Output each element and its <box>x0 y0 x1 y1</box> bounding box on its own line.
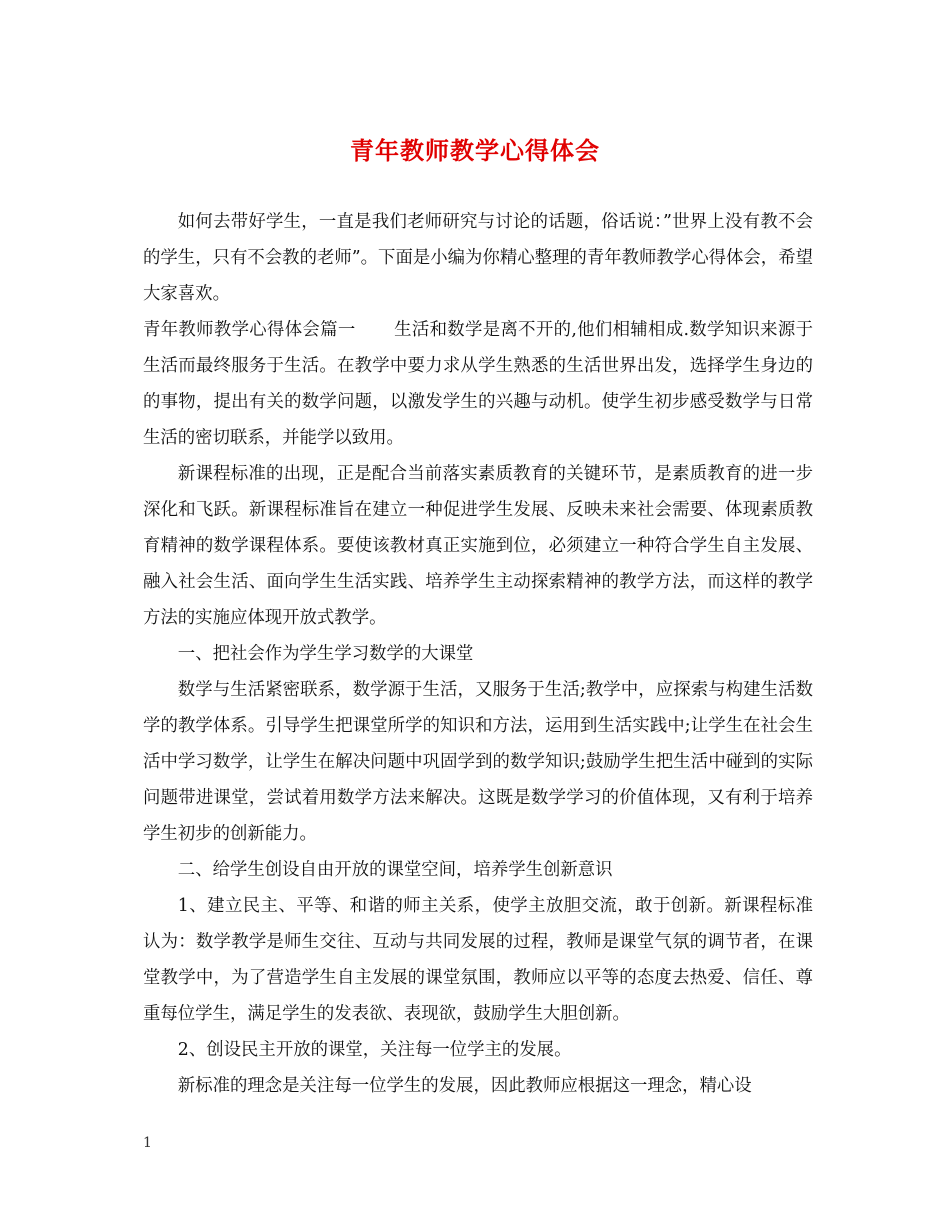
body-paragraph: 2、创设民主开放的课堂，关注每一位学主的发展。 <box>177 1040 572 1060</box>
document-body <box>143 204 813 1104</box>
section-one-text: 生活和数学是离不开的,他们相辅相成.数学知识来源于生活而最终服务于生活。在教学中要力求从学生熟悉的生活世界出发，选择学生身边的的事物，提出有关的数学问题，以激发学生的兴趣与动机。使学生初步感受数学与日常生活的密切联系，并能学以致用。 <box>143 320 813 448</box>
document-title: 青年教师教学心得体会 <box>350 136 600 165</box>
body-paragraph: 数学与生活紧密联系，数学源于生活，又服务于生活;教学中，应探索与构建生活数学的教学体系。引导学生把课堂所学的知识和方法，运用到生活实践中;让学生在社会生活中学习数学，让学生在解决问题中巩固学到的数学知识;鼓励学生把生活中碰到的实际问题带进课堂，尝试着用数学方法来解决。这既是数学学习的价值体现，又有利于培养学生初步的创新能力。 <box>143 680 813 844</box>
section-one-heading: 青年教师教学心得体会篇一 <box>143 320 356 340</box>
body-paragraph: 1、建立民主、平等、和谐的师主关系，使学主放胆交流，敢于创新。新课程标准认为：数学教学是师生交往、互动与共同发展的过程，教师是课堂气氛的调节者，在课堂教学中，为了营造学生自主发展的课堂氛围，教师应以平等的态度去热爱、信任、尊重每位学生，满足学生的发表欲、表现欲，鼓励学生大胆创新。 <box>143 896 813 1024</box>
body-paragraph: 新课程标准的出现，正是配合当前落实素质教育的关键环节，是素质教育的进一步深化和飞跃。新课程标准旨在建立一种促进学生发展、反映未来社会需要、体现素质教育精神的数学课程体系。要使该教材真正实施到位，必须建立一种符合学生自主发展、融入社会生活、面向学生生活实践、培养学生主动探索精神的教学方法，而这样的教学方法的实施应体现开放式教学。 <box>143 464 813 628</box>
section-one-paragraph <box>143 312 813 456</box>
page-number: 1 <box>143 1135 152 1151</box>
body-paragraph: 新标准的理念是关注每一位学生的发展，因此教师应根据这一理念，精心设 <box>177 1076 752 1096</box>
intro-paragraph: 如何去带好学生，一直是我们老师研究与讨论的话题，俗话说：”世界上没有教不会的学生，只有不会教的老师”。下面是小编为你精心整理的青年教师教学心得体会，希望大家喜欢。 <box>143 212 813 304</box>
subheading-one: 一、把社会作为学生学习数学的大课堂 <box>177 644 474 664</box>
subheading-two: 二、给学生创设自由开放的课堂空间，培养学生创新意识 <box>177 860 613 880</box>
